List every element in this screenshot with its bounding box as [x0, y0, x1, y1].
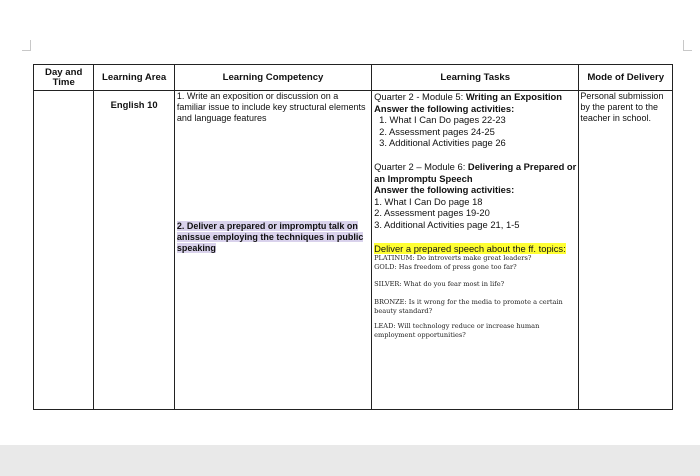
topic-silver: SILVER: What do you fear most in life?	[374, 280, 505, 289]
module-6-heading: Quarter 2 – Module 6: Delivering a Prepared or an Impromptu Speech	[374, 160, 577, 184]
speech-instruction: Deliver a prepared speech about the ff. topics:	[374, 242, 566, 254]
cell-learning-area: English 10	[94, 91, 175, 410]
page-corner-mark	[22, 40, 31, 51]
speech-topics	[374, 254, 576, 339]
module-6-title: Delivering a Prepared or an Impromptu Speech	[374, 160, 577, 184]
topic-bronze: BRONZE: Is it wrong for the media to promote a certain beauty standard?	[374, 297, 563, 315]
table-header-row	[34, 65, 673, 91]
module-6-item: 1. What I Can Do page 18	[374, 195, 483, 207]
module-5-item: 2. Assessment pages 24-25	[379, 125, 495, 137]
module-5-item: 1. What I Can Do pages 22-23	[379, 114, 506, 126]
competency-2-text: 2. Deliver a prepared or impromptu talk on anissue employing the techniques in public speaking	[176, 220, 364, 254]
module-6-item: 3. Additional Activities page 21, 1-5	[374, 218, 520, 230]
header-learning-competency: Learning Competency	[174, 65, 371, 91]
module-5-instruction: Answer the following activities:	[374, 102, 515, 114]
competency-2	[177, 221, 369, 255]
page-corner-mark	[683, 40, 692, 51]
cell-learning-tasks	[372, 91, 579, 410]
module-5-heading: Quarter 2 - Module 5: Writing an Exposition	[374, 91, 563, 102]
table-row	[34, 91, 673, 410]
module-6-item: 2. Assessment pages 19-20	[374, 207, 490, 219]
header-day-time: Day and Time	[34, 65, 94, 91]
topic-gold: GOLD: Has freedom of press gone too far?	[374, 262, 517, 271]
header-learning-tasks: Learning Tasks	[372, 65, 579, 91]
module-6-instruction: Answer the following activities:	[374, 184, 515, 196]
learning-plan-table	[33, 64, 673, 410]
module-5-title: Writing an Exposition	[465, 91, 563, 102]
module-5-item: 3. Additional Activities page 26	[379, 137, 506, 149]
competency-1: 1. Write an exposition or discussion on a familiar issue to include key structural elements and language features	[176, 91, 366, 124]
cell-learning-competency	[174, 91, 371, 410]
header-learning-area: Learning Area	[94, 65, 175, 91]
cell-day-time	[34, 91, 94, 410]
topic-lead: LEAD: Will technology reduce or increase human employment opportunities?	[374, 322, 540, 339]
topic-platinum: PLATINUM: Do introverts make great leaders?	[374, 254, 532, 263]
header-mode-of-delivery: Mode of Delivery	[579, 65, 673, 91]
cell-mode-of-delivery: Personal submission by the parent to the teacher in school.	[579, 91, 673, 410]
